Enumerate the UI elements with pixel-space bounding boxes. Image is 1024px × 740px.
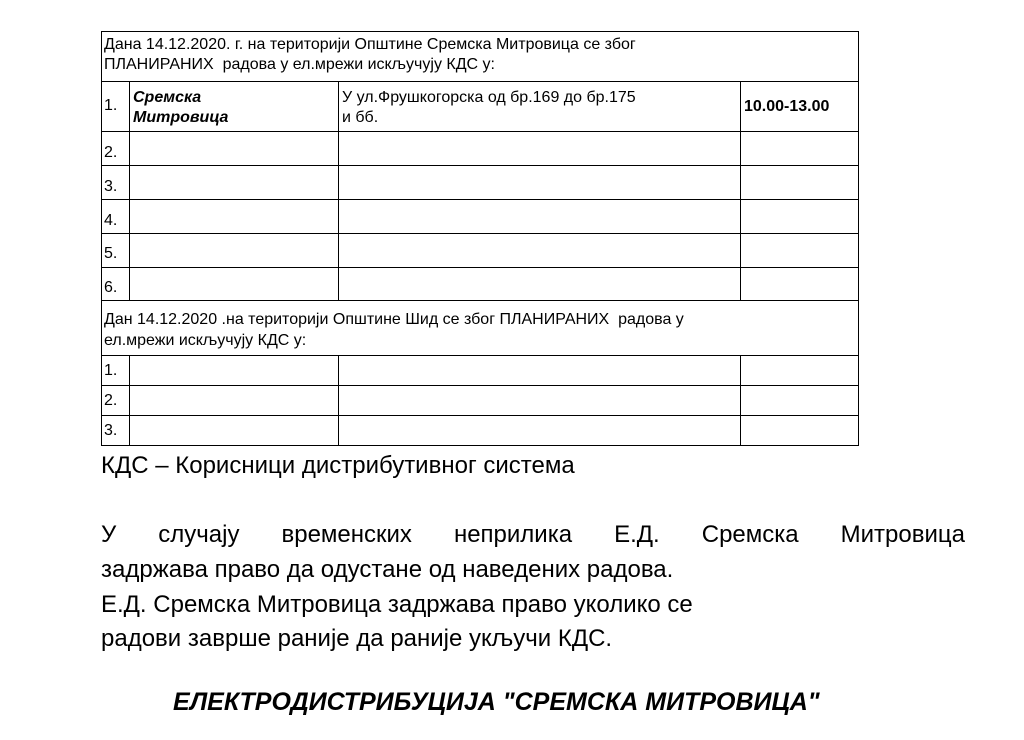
row-number: 2. xyxy=(104,144,118,161)
time-cell xyxy=(740,199,859,234)
row-number: 2. xyxy=(104,392,118,409)
time-cell xyxy=(740,233,859,268)
location-cell xyxy=(338,267,741,301)
place-cell xyxy=(129,165,339,200)
place-cell xyxy=(129,233,339,268)
location-cell xyxy=(338,415,741,446)
location-cell xyxy=(338,131,741,166)
row-number: 3. xyxy=(104,178,118,195)
time-cell xyxy=(740,355,859,386)
row-number: 5. xyxy=(104,245,118,262)
place-cell xyxy=(129,385,339,416)
time-cell xyxy=(740,131,859,166)
notice-line1: У случају временских неприлика Е.Д. Сремска Митровица xyxy=(101,521,965,548)
abbreviation-legend: КДС – Корисници дистрибутивног система xyxy=(101,452,575,479)
time-cell xyxy=(740,385,859,416)
notice-line2: задржава право да одустане од наведених радова. xyxy=(101,556,674,583)
company-signature: ЕЛЕКТРОДИСТРИБУЦИЈА "СРЕМСКА МИТРОВИЦА" xyxy=(173,688,820,716)
location-cell xyxy=(338,233,741,268)
place-cell xyxy=(129,131,339,166)
section1-header-line2: ПЛАНИРАНИХ радова у ел.мрежи искључују КДС у: xyxy=(104,56,495,73)
location-cell xyxy=(338,385,741,416)
time-cell xyxy=(740,165,859,200)
row-number: 6. xyxy=(104,279,118,296)
row-number: 1. xyxy=(104,362,118,379)
section2-header-line2: ел.мрежи искључују КДС у: xyxy=(104,332,307,349)
time-cell xyxy=(740,415,859,446)
location-cell xyxy=(338,355,741,386)
time-range: 10.00-13.00 xyxy=(744,98,830,115)
place-cell xyxy=(129,355,339,386)
location-cell xyxy=(338,165,741,200)
section1-header-line1: Дана 14.12.2020. г. на територији Општине Сремска Митровица се због xyxy=(104,36,636,53)
location-cell xyxy=(338,199,741,234)
time-cell xyxy=(740,267,859,301)
place-cell xyxy=(129,267,339,301)
row-number: 3. xyxy=(104,422,118,439)
place-cell xyxy=(129,199,339,234)
section2-header-line1: Дан 14.12.2020 .на територији Општине Шид се због ПЛАНИРАНИХ радова у xyxy=(104,311,684,328)
place-name: Сремска Митровица xyxy=(133,89,229,126)
location-address: У ул.Фрушкогорска од бр.169 до бр.175 и бб. xyxy=(342,89,636,126)
notice-line3: Е.Д. Сремска Митровица задржава право уколико се xyxy=(101,591,693,618)
row-number: 4. xyxy=(104,212,118,229)
place-cell xyxy=(129,415,339,446)
row-number: 1. xyxy=(104,97,118,114)
notice-line4: радови заврше раније да раније укључи КДС. xyxy=(101,625,613,652)
